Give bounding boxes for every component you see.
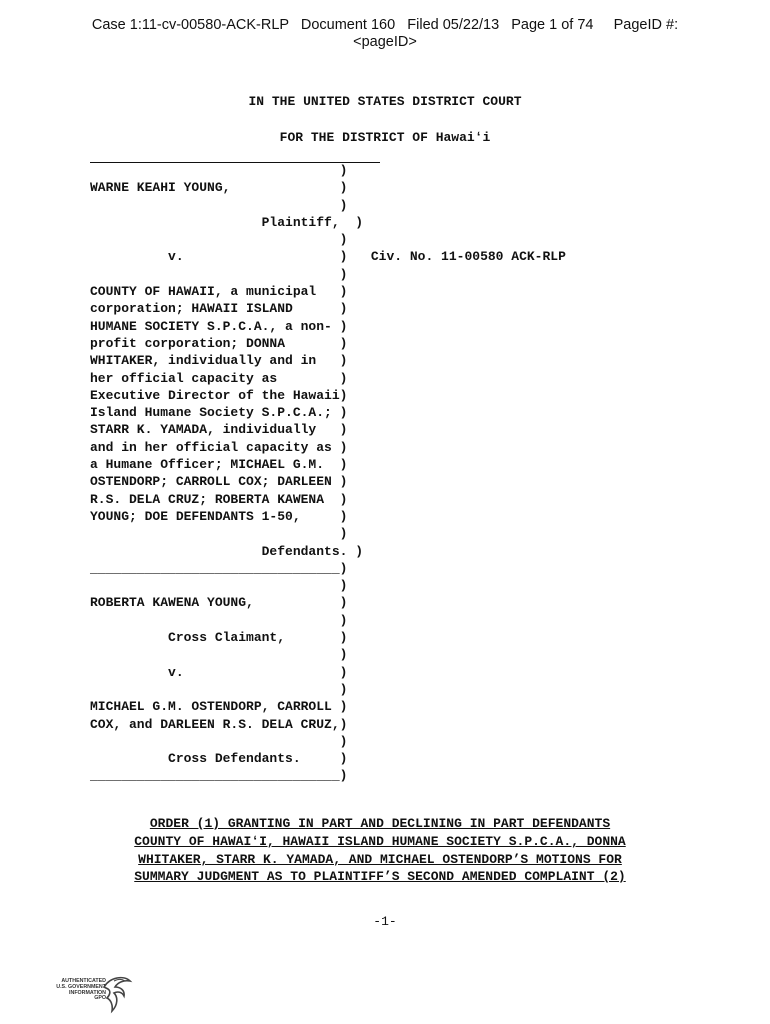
order-title-line-2: COUNTY OF HAWAIʻI, HAWAII ISLAND HUMANE SOCIETY S.P.C.A., DONNA bbox=[134, 833, 626, 849]
order-title-line-4: SUMMARY JUDGMENT AS TO PLAINTIFF’S SECOND AMENDED COMPLAINT (2) bbox=[134, 869, 626, 885]
court-name: IN THE UNITED STATES DISTRICT COURT bbox=[248, 94, 522, 109]
page-id-placeholder: <pageID> bbox=[353, 34, 417, 50]
page-number: -1- bbox=[373, 914, 397, 929]
filing-header-line: Case 1:11-cv-00580-ACK-RLP Document 160 Filed 05/22/13 Page 1 of 74 PageID #: bbox=[91, 17, 679, 33]
eagle-icon bbox=[100, 975, 134, 1017]
order-title bbox=[90, 815, 670, 886]
document-filing-header bbox=[0, 17, 770, 51]
case-caption: ) WARNE KEAHI YOUNG, ) ) Plaintiff, ) ) v. ) Civ. No. 11-00580 ACK-RLP ) COUNTY OF HAWAII, a municipal ) corporation; HAWAII ISLAND ) HUMANE SOCIETY S.P.C.A., a non- ) profit corporation; DONNA ) WHITAKER, individually and in ) her official capacity as ) Executive Director of the Hawaii) Island Humane Society S.P.C.A.; ) STARR K. YAMADA, individually ) and in her official capacity as ) a Humane Officer; MICHAEL G.M. ) OSTENDORP; CARROLL COX; DARLEEN ) R.S. DELA CRUZ; ROBERTA KAWENA ) YOUNG; DOE DEFENDANTS 1-50, ) ) Defendants. ) ________________________________) ) ROBERTA KAWENA YOUNG, ) ) Cross Claimant, ) ) v. ) ) MICHAEL G.M. OSTENDORP, CARROLL ) COX, and DARLEEN R.S. DELA CRUZ,) ) Cross Defendants. ) ________________________________) bbox=[90, 163, 566, 784]
court-district: FOR THE DISTRICT OF Hawaiʻi bbox=[279, 130, 491, 145]
order-title-line-3: WHITAKER, STARR K. YAMADA, AND MICHAEL OSTENDORP’S MOTIONS FOR bbox=[138, 851, 622, 867]
order-title-line-1: ORDER (1) GRANTING IN PART AND DECLINING IN PART DEFENDANTS bbox=[149, 816, 611, 831]
gpo-authentication-logo bbox=[44, 975, 134, 1017]
gpo-logo-text: AUTHENTICATED U.S. GOVERNMENT INFORMATION GPO bbox=[56, 978, 106, 1002]
